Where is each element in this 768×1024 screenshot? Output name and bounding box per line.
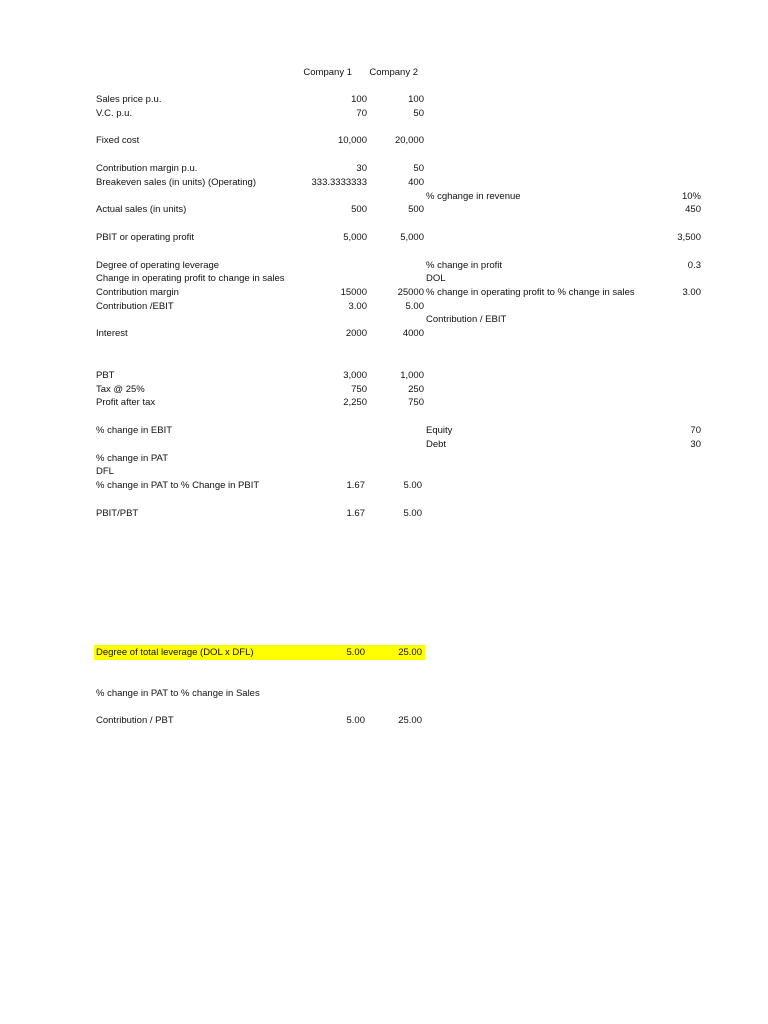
label-change-pat: % change in PAT bbox=[96, 453, 168, 464]
c2-pbit: 5,000 bbox=[400, 232, 424, 243]
label-pbit-pbt: PBIT/PBT bbox=[96, 508, 139, 519]
label-dfl: DFL bbox=[96, 466, 114, 477]
c1-pbt: 3,000 bbox=[343, 370, 367, 381]
label-fixed-cost: Fixed cost bbox=[96, 135, 140, 146]
c1-dtl: 5.00 bbox=[346, 647, 365, 658]
label-pat: Profit after tax bbox=[96, 397, 156, 408]
label-dol: Degree of operating leverage bbox=[96, 260, 220, 271]
label-actual-sales: Actual sales (in units) bbox=[96, 204, 187, 215]
label-interest: Interest bbox=[96, 328, 128, 339]
c2-cm-pu: 50 bbox=[413, 163, 424, 174]
side-value-revenue: 450 bbox=[685, 204, 701, 215]
c1-contribution-margin: 15000 bbox=[340, 287, 367, 298]
c1-breakeven: 333.3333333 bbox=[311, 177, 367, 188]
c1-pbit-pbt: 1.67 bbox=[346, 508, 365, 519]
side-label-debt: Debt bbox=[426, 439, 447, 450]
c2-contribution-ebit: 5.00 bbox=[405, 301, 424, 312]
c2-breakeven: 400 bbox=[408, 177, 424, 188]
side-label-contribution-ebit: Contribution / EBIT bbox=[426, 314, 507, 325]
c1-contribution-pbt: 5.00 bbox=[346, 715, 365, 726]
c2-sales-price: 100 bbox=[408, 94, 424, 105]
c2-pat-to-pbit: 5.00 bbox=[403, 480, 422, 491]
c1-pbit: 5,000 bbox=[343, 232, 367, 243]
label-pat-to-pbit: % change in PAT to % Change in PBIT bbox=[96, 480, 260, 491]
label-sales-price: Sales price p.u. bbox=[96, 94, 162, 105]
side-value-change-revenue: 10% bbox=[681, 191, 701, 202]
side-label-change-profit: % change in profit bbox=[426, 260, 503, 271]
side-label-change-revenue: % cghange in revenue bbox=[426, 191, 521, 202]
label-pbit: PBIT or operating profit bbox=[96, 232, 195, 243]
c1-cm-pu: 30 bbox=[356, 163, 367, 174]
label-change-op-profit: Change in operating profit to change in sales bbox=[96, 273, 285, 284]
label-tax: Tax @ 25% bbox=[96, 384, 145, 395]
label-contribution-ebit: Contribution /EBIT bbox=[96, 301, 174, 312]
c1-fixed-cost: 10,000 bbox=[337, 135, 367, 146]
side-label-op-to-sales: % change in operating profit to % change in sales bbox=[426, 287, 635, 298]
c2-vc: 50 bbox=[413, 108, 424, 119]
c2-pbit-pbt: 5.00 bbox=[403, 508, 422, 519]
c1-pat: 2,250 bbox=[343, 397, 367, 408]
c2-pbt: 1,000 bbox=[400, 370, 424, 381]
c2-dtl: 25.00 bbox=[398, 647, 422, 658]
c1-interest: 2000 bbox=[345, 328, 367, 339]
c1-sales-price: 100 bbox=[351, 94, 367, 105]
header-company-1: Company 1 bbox=[303, 67, 352, 78]
header-company-2: Company 2 bbox=[369, 67, 418, 78]
c1-vc: 70 bbox=[356, 108, 367, 119]
c1-contribution-ebit: 3.00 bbox=[348, 301, 367, 312]
label-dtl: Degree of total leverage (DOL x DFL) bbox=[96, 647, 254, 658]
label-contribution-pbt: Contribution / PBT bbox=[96, 715, 174, 726]
c1-actual-sales: 500 bbox=[351, 204, 367, 215]
c2-contribution-pbt: 25.00 bbox=[398, 715, 422, 726]
side-value-op-to-sales: 3.00 bbox=[682, 287, 701, 298]
c2-actual-sales: 500 bbox=[408, 204, 424, 215]
label-cm-pu: Contribution margin p.u. bbox=[96, 163, 198, 174]
label-change-ebit: % change in EBIT bbox=[96, 425, 173, 436]
label-vc: V.C. p.u. bbox=[96, 108, 133, 119]
c2-fixed-cost: 20,000 bbox=[394, 135, 424, 146]
label-pat-to-sales: % change in PAT to % change in Sales bbox=[96, 688, 260, 699]
label-breakeven: Breakeven sales (in units) (Operating) bbox=[96, 177, 256, 188]
c2-pat: 750 bbox=[408, 397, 424, 408]
side-value-debt: 30 bbox=[690, 439, 701, 450]
label-contribution-margin: Contribution margin bbox=[96, 287, 179, 298]
side-label-dol: DOL bbox=[426, 273, 446, 284]
c1-tax: 750 bbox=[351, 384, 367, 395]
c2-contribution-margin: 25000 bbox=[397, 287, 424, 298]
side-value-profit: 3,500 bbox=[677, 232, 701, 243]
side-label-equity: Equity bbox=[426, 425, 453, 436]
c2-tax: 250 bbox=[408, 384, 424, 395]
c1-pat-to-pbit: 1.67 bbox=[346, 480, 365, 491]
side-value-change-profit: 0.3 bbox=[687, 260, 701, 271]
c2-interest: 4000 bbox=[402, 328, 424, 339]
side-value-equity: 70 bbox=[690, 425, 701, 436]
label-pbt: PBT bbox=[96, 370, 115, 381]
